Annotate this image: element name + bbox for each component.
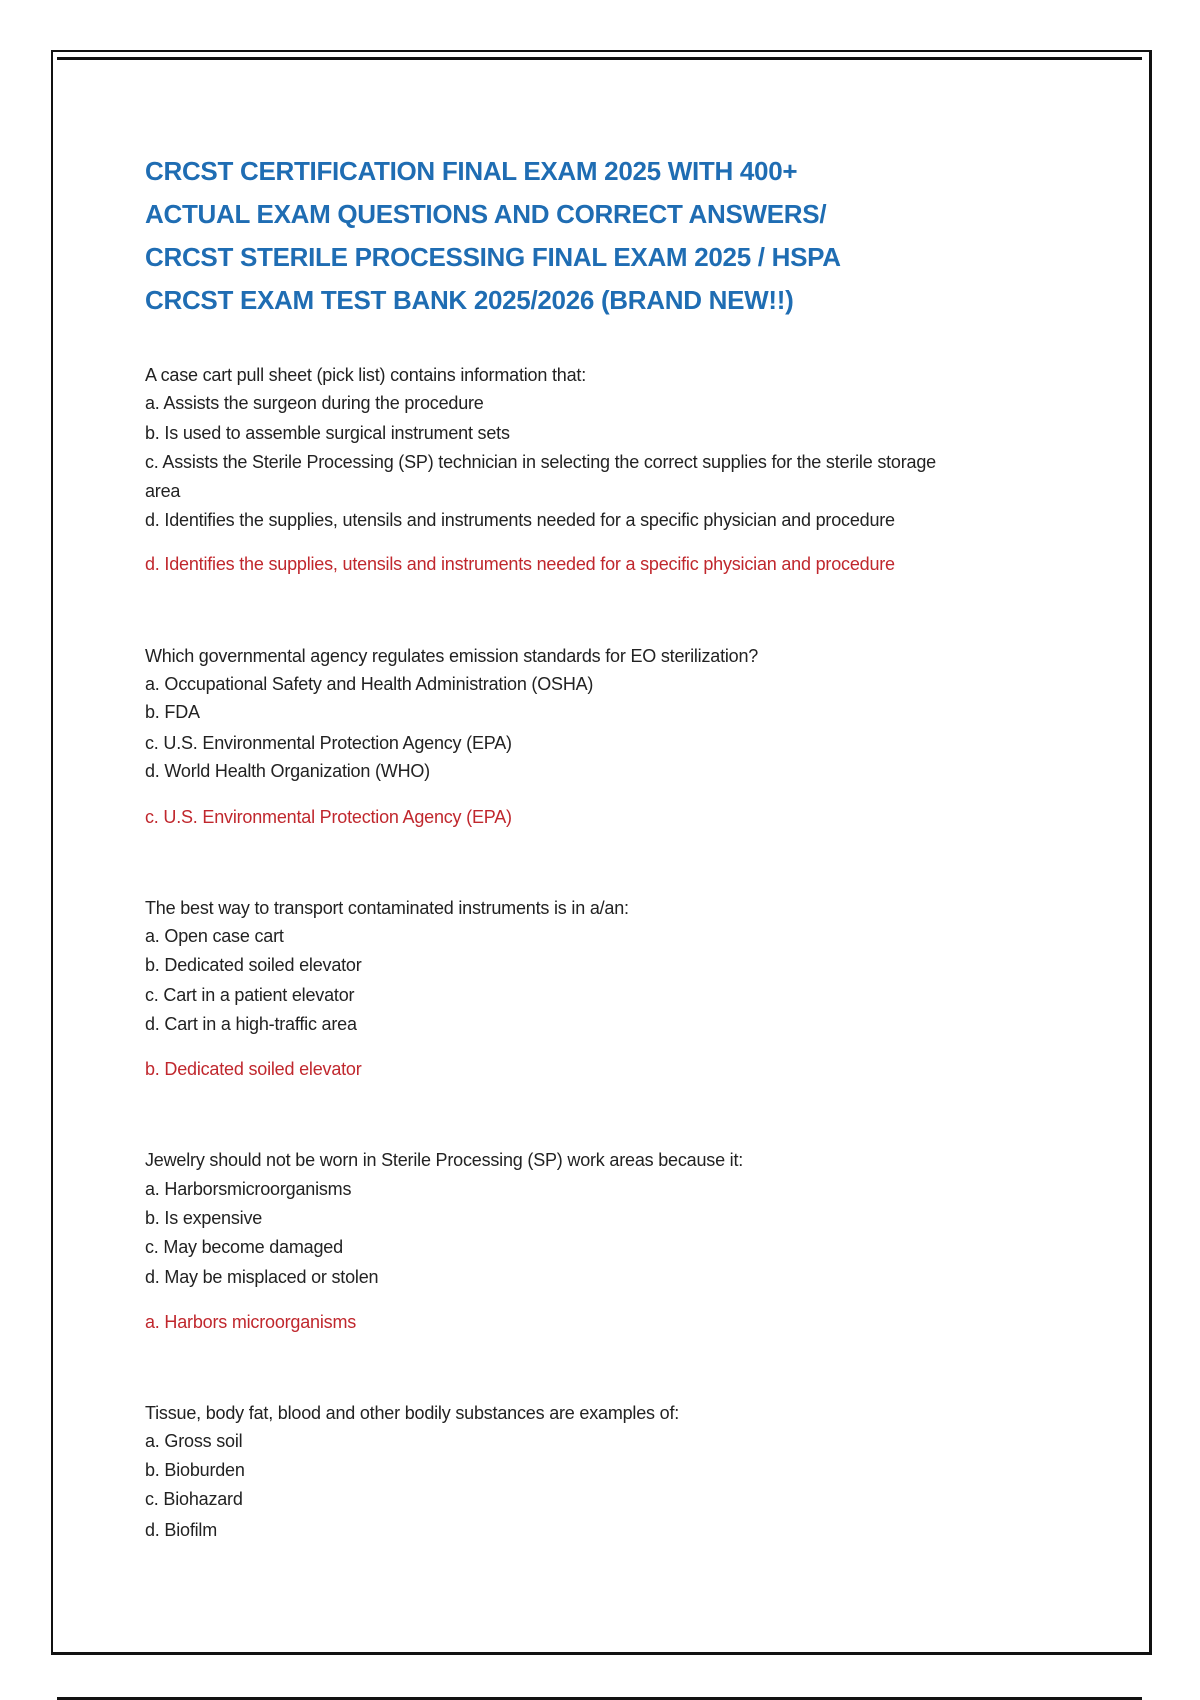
option: a. Occupational Safety and Health Administration (OSHA)	[145, 674, 594, 694]
option: d. Cart in a high-traffic area	[145, 1014, 357, 1034]
correct-answer: c. U.S. Environmental Protection Agency (EPA)	[145, 807, 512, 827]
option: c. Biohazard	[145, 1489, 243, 1509]
correct-answer: b. Dedicated soiled elevator	[145, 1059, 362, 1079]
option: c. U.S. Environmental Protection Agency (EPA)	[145, 733, 512, 753]
title-line: CRCST CERTIFICATION FINAL EXAM 2025 WITH 400+	[145, 156, 798, 186]
option: b. Dedicated soiled elevator	[145, 955, 362, 975]
option: a. Gross soil	[145, 1431, 243, 1451]
question-text: The best way to transport contaminated instruments is in a/an:	[145, 898, 629, 918]
option: a. Open case cart	[145, 926, 284, 946]
question-text: Tissue, body fat, blood and other bodily substances are examples of:	[145, 1403, 680, 1423]
option-continued: area	[145, 481, 181, 501]
option: d. World Health Organization (WHO)	[145, 761, 430, 781]
option: c. Assists the Sterile Processing (SP) technician in selecting the correct supplies for the sterile storage	[145, 452, 936, 472]
correct-answer: a. Harbors microorganisms	[145, 1312, 357, 1332]
question-text: A case cart pull sheet (pick list) contains information that:	[145, 365, 587, 385]
option: a. Harborsmicroorganisms	[145, 1179, 352, 1199]
option: d. May be misplaced or stolen	[145, 1267, 379, 1287]
question-text: Which governmental agency regulates emission standards for EO sterilization?	[145, 646, 759, 666]
top-rule	[57, 57, 1142, 60]
document-title	[145, 150, 1105, 322]
option: b. Bioburden	[145, 1460, 245, 1480]
option: b. Is expensive	[145, 1208, 263, 1228]
question-text: Jewelry should not be worn in Sterile Processing (SP) work areas because it:	[145, 1150, 744, 1170]
option: d. Identifies the supplies, utensils and instruments needed for a specific physician and procedure	[145, 510, 895, 530]
title-line: CRCST STERILE PROCESSING FINAL EXAM 2025 / HSPA	[145, 242, 841, 272]
correct-answer: d. Identifies the supplies, utensils and instruments needed for a specific physician and procedure	[145, 554, 895, 574]
option: c. May become damaged	[145, 1237, 343, 1257]
option: d. Biofilm	[145, 1520, 218, 1540]
option: a. Assists the surgeon during the procedure	[145, 393, 484, 413]
option: b. Is used to assemble surgical instrument sets	[145, 423, 510, 443]
option: c. Cart in a patient elevator	[145, 985, 355, 1005]
option: b. FDA	[145, 702, 200, 722]
title-line: ACTUAL EXAM QUESTIONS AND CORRECT ANSWERS/	[145, 199, 827, 229]
title-line: CRCST EXAM TEST BANK 2025/2026 (BRAND NEW!!)	[145, 285, 794, 315]
